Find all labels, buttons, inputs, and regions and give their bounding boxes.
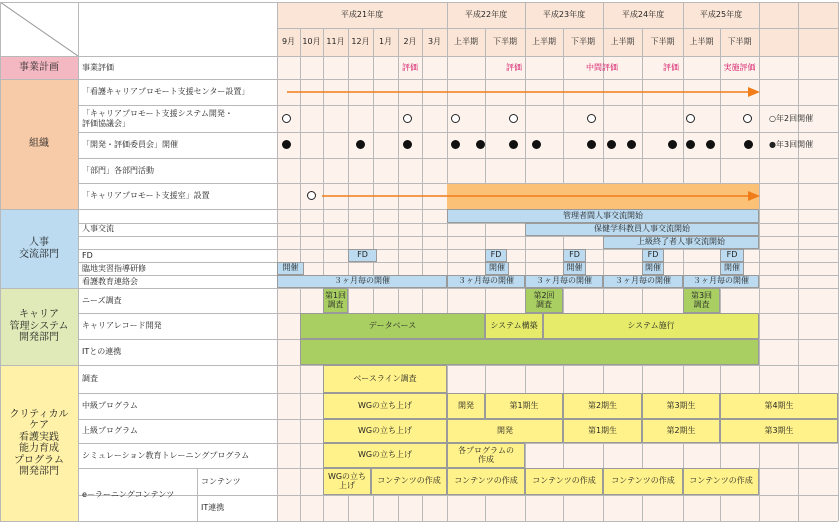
half-header: 上半期 xyxy=(532,37,556,47)
row-label-adv: 上級プログラム xyxy=(82,426,138,436)
adv-dev-bar: 開発 xyxy=(447,419,563,443)
sim-program-bar: 各プログラムの 作成 xyxy=(447,443,525,468)
mid-term4-bar: 第4期生 xyxy=(720,393,838,419)
exchange-bar-faculty: 保健学科教員人事交流開始 xyxy=(525,223,759,236)
grid-vline xyxy=(838,2,839,521)
half-header: 上半期 xyxy=(454,37,478,47)
open-dot-icon xyxy=(451,114,460,123)
fd-bar: FD xyxy=(563,249,586,262)
row-label-fd: FD xyxy=(82,250,93,260)
adv-term1-bar: 第1期生 xyxy=(563,419,642,443)
row-label-exchange: 人事交流 xyxy=(82,224,114,234)
open-dot-icon xyxy=(509,114,518,123)
month-header: 1月 xyxy=(378,37,393,47)
year-header: 平成23年度 xyxy=(542,10,586,20)
fd-bar: FD xyxy=(642,249,664,262)
row-label-contents: コンテンツ xyxy=(201,476,241,486)
header-left-bg xyxy=(78,2,277,56)
elearn-contents-4: コンテンツの作成 xyxy=(603,468,683,495)
adv-term2-bar: 第2期生 xyxy=(642,419,720,443)
half-header: 下半期 xyxy=(493,37,517,47)
open-dot-icon xyxy=(403,114,412,123)
row-label-center: 「看護キャリアプロモート支援センター設置」 xyxy=(82,87,250,97)
month-header: 11月 xyxy=(326,37,345,47)
row-label-training: 臨地実習指導研修 xyxy=(82,263,146,273)
mid-wg-bar: WGの立ち上げ xyxy=(323,393,447,419)
sim-wg-bar: WGの立ち上げ xyxy=(323,443,447,468)
exchange-bar-advanced: 上級終了者人事交流開始 xyxy=(603,236,759,249)
row-label-it: ITとの連携 xyxy=(82,347,122,357)
year-header: 平成24年度 xyxy=(621,10,665,20)
row-label-dept: 「部門」各部門活動 xyxy=(82,165,154,175)
liaison-bar-2: ３ヶ月毎の開催 xyxy=(447,275,525,288)
open-dot-icon xyxy=(587,114,596,123)
year-header: 平成21年度 xyxy=(340,10,384,20)
exchange-bar-admin: 管理者間人事交流開始 xyxy=(447,209,759,223)
office-timeline-arrow xyxy=(322,190,762,202)
evaluation-mark: 評価 xyxy=(506,63,522,72)
filled-dot-icon xyxy=(403,140,412,149)
category-career: キャリア 管理システム 開発部門 xyxy=(9,309,69,344)
needs-survey-2: 第2回 調査 xyxy=(525,288,563,313)
elearn-contents-1: コンテンツの作成 xyxy=(371,468,447,495)
filled-dot-icon xyxy=(451,140,460,149)
elearn-contents-3: コンテンツの作成 xyxy=(525,468,603,495)
open-dot-icon xyxy=(282,114,291,123)
row-label-sim: シミュレーション教育トレーニングプログラム xyxy=(82,450,250,460)
row-label-record: キャリアレコード開発 xyxy=(82,321,162,331)
month-header: 10月 xyxy=(302,37,321,47)
baseline-survey-bar: ベースライン調査 xyxy=(323,365,447,393)
row-label-it_link: IT連携 xyxy=(201,503,225,513)
mid-term1-bar: 第1期生 xyxy=(485,393,563,419)
row-label-liaison: 看護教育連絡会 xyxy=(82,276,138,286)
year-header: 平成22年度 xyxy=(464,10,508,20)
filled-dot-icon xyxy=(744,140,753,149)
filled-dot-icon xyxy=(476,140,485,149)
month-header: 9月 xyxy=(281,37,296,47)
elearn-wg-bar: WGの立ち 上げ xyxy=(323,468,371,495)
grid-hline xyxy=(0,521,838,522)
it-link-bar xyxy=(300,339,759,365)
open-dot-icon xyxy=(743,114,752,123)
evaluation-mark: 実施評価 xyxy=(723,63,756,72)
training-bar: 開催 xyxy=(720,262,744,275)
year-header: 平成25年度 xyxy=(699,10,743,20)
liaison-bar-4: ３ヶ月毎の開催 xyxy=(603,275,683,288)
training-bar: 開催 xyxy=(485,262,509,275)
liaison-bar-3: ３ヶ月毎の開催 xyxy=(525,275,603,288)
mid-term2-bar: 第2期生 xyxy=(563,393,642,419)
system-build-bar: システム構築 xyxy=(485,313,543,339)
half-header: 上半期 xyxy=(610,37,635,47)
row-label-office: 「キャリアプロモート支援室」設置 xyxy=(82,191,210,201)
year-divider xyxy=(798,2,799,28)
row-label-needs: ニーズ調査 xyxy=(82,295,122,305)
filled-dot-icon xyxy=(509,140,518,149)
filled-dot-icon xyxy=(587,140,596,149)
half-header: 上半期 xyxy=(689,37,714,47)
filled-dot-icon xyxy=(668,140,677,149)
center-timeline-arrow xyxy=(287,86,762,98)
half-header: 下半期 xyxy=(650,37,675,47)
row-label-committee: 「開発・評価委員会」開催 xyxy=(82,140,178,150)
evaluation-mark: 中間評価 xyxy=(586,63,618,72)
filled-dot-icon xyxy=(532,140,541,149)
filled-dot-icon xyxy=(356,140,365,149)
row-label-survey: 調査 xyxy=(82,374,98,384)
year-divider xyxy=(759,2,760,28)
filled-dot-icon xyxy=(686,140,695,149)
evaluation-mark: 評価 xyxy=(663,63,679,72)
fd-bar: FD xyxy=(348,249,377,262)
month-header: 2月 xyxy=(403,37,417,47)
mid-dev-bar: 開発 xyxy=(447,393,485,419)
category-plan: 事業計画 xyxy=(19,61,59,73)
elearn-contents-2: コンテンツの作成 xyxy=(447,468,525,495)
evaluation-mark: 評価 xyxy=(402,63,418,72)
filled-dot-icon xyxy=(607,140,616,149)
database-bar: データベース xyxy=(300,313,485,339)
half-header: 下半期 xyxy=(571,37,595,47)
mid-term3-bar: 第3期生 xyxy=(642,393,720,419)
filled-dot-icon xyxy=(282,140,291,149)
row-label-eval: 事業評価 xyxy=(82,62,114,72)
open-dot-icon xyxy=(307,191,316,200)
liaison-bar-5: ３ヶ月毎の開催 xyxy=(683,275,759,288)
fd-bar: FD xyxy=(485,249,507,262)
category-org: 組織 xyxy=(29,138,49,150)
adv-term3-bar: 第3期生 xyxy=(720,419,838,443)
month-header: 12月 xyxy=(351,37,370,47)
row-label-mid: 中級プログラム xyxy=(82,401,138,411)
fd-bar: FD xyxy=(720,249,744,262)
month-header: 3月 xyxy=(427,37,442,47)
row-label-elearn: e－ラーニングコンテンツ xyxy=(82,489,175,499)
row-label-system_council: 「キャリアプロモート支援システム開発・ 評価協議会」 xyxy=(82,109,233,128)
category-critical: クリティカル ケア 看護実践 能力育成 プログラム 開発部門 xyxy=(9,408,69,477)
legend-twice: ○年2回開催 xyxy=(769,114,814,124)
system-run-bar: システム施行 xyxy=(543,313,759,339)
legend-thrice: ●年3回開催 xyxy=(769,140,814,150)
filled-dot-icon xyxy=(706,140,715,149)
header-corner-diagonal xyxy=(0,2,78,56)
adv-wg-bar: WGの立ち上げ xyxy=(323,419,447,443)
elearn-contents-5: コンテンツの作成 xyxy=(683,468,759,495)
filled-dot-icon xyxy=(627,140,636,149)
needs-survey-3: 第3回 調査 xyxy=(683,288,720,313)
training-bar: 開催 xyxy=(277,262,304,275)
liaison-bar-1: ３ヶ月毎の開催 xyxy=(277,275,447,288)
half-header: 下半期 xyxy=(727,37,752,47)
category-hr: 人事 交流部門 xyxy=(19,237,59,260)
open-dot-icon xyxy=(686,114,695,123)
training-bar: 開催 xyxy=(642,262,664,275)
needs-survey-1: 第1回 調査 xyxy=(323,288,348,313)
training-bar: 開催 xyxy=(563,262,586,275)
